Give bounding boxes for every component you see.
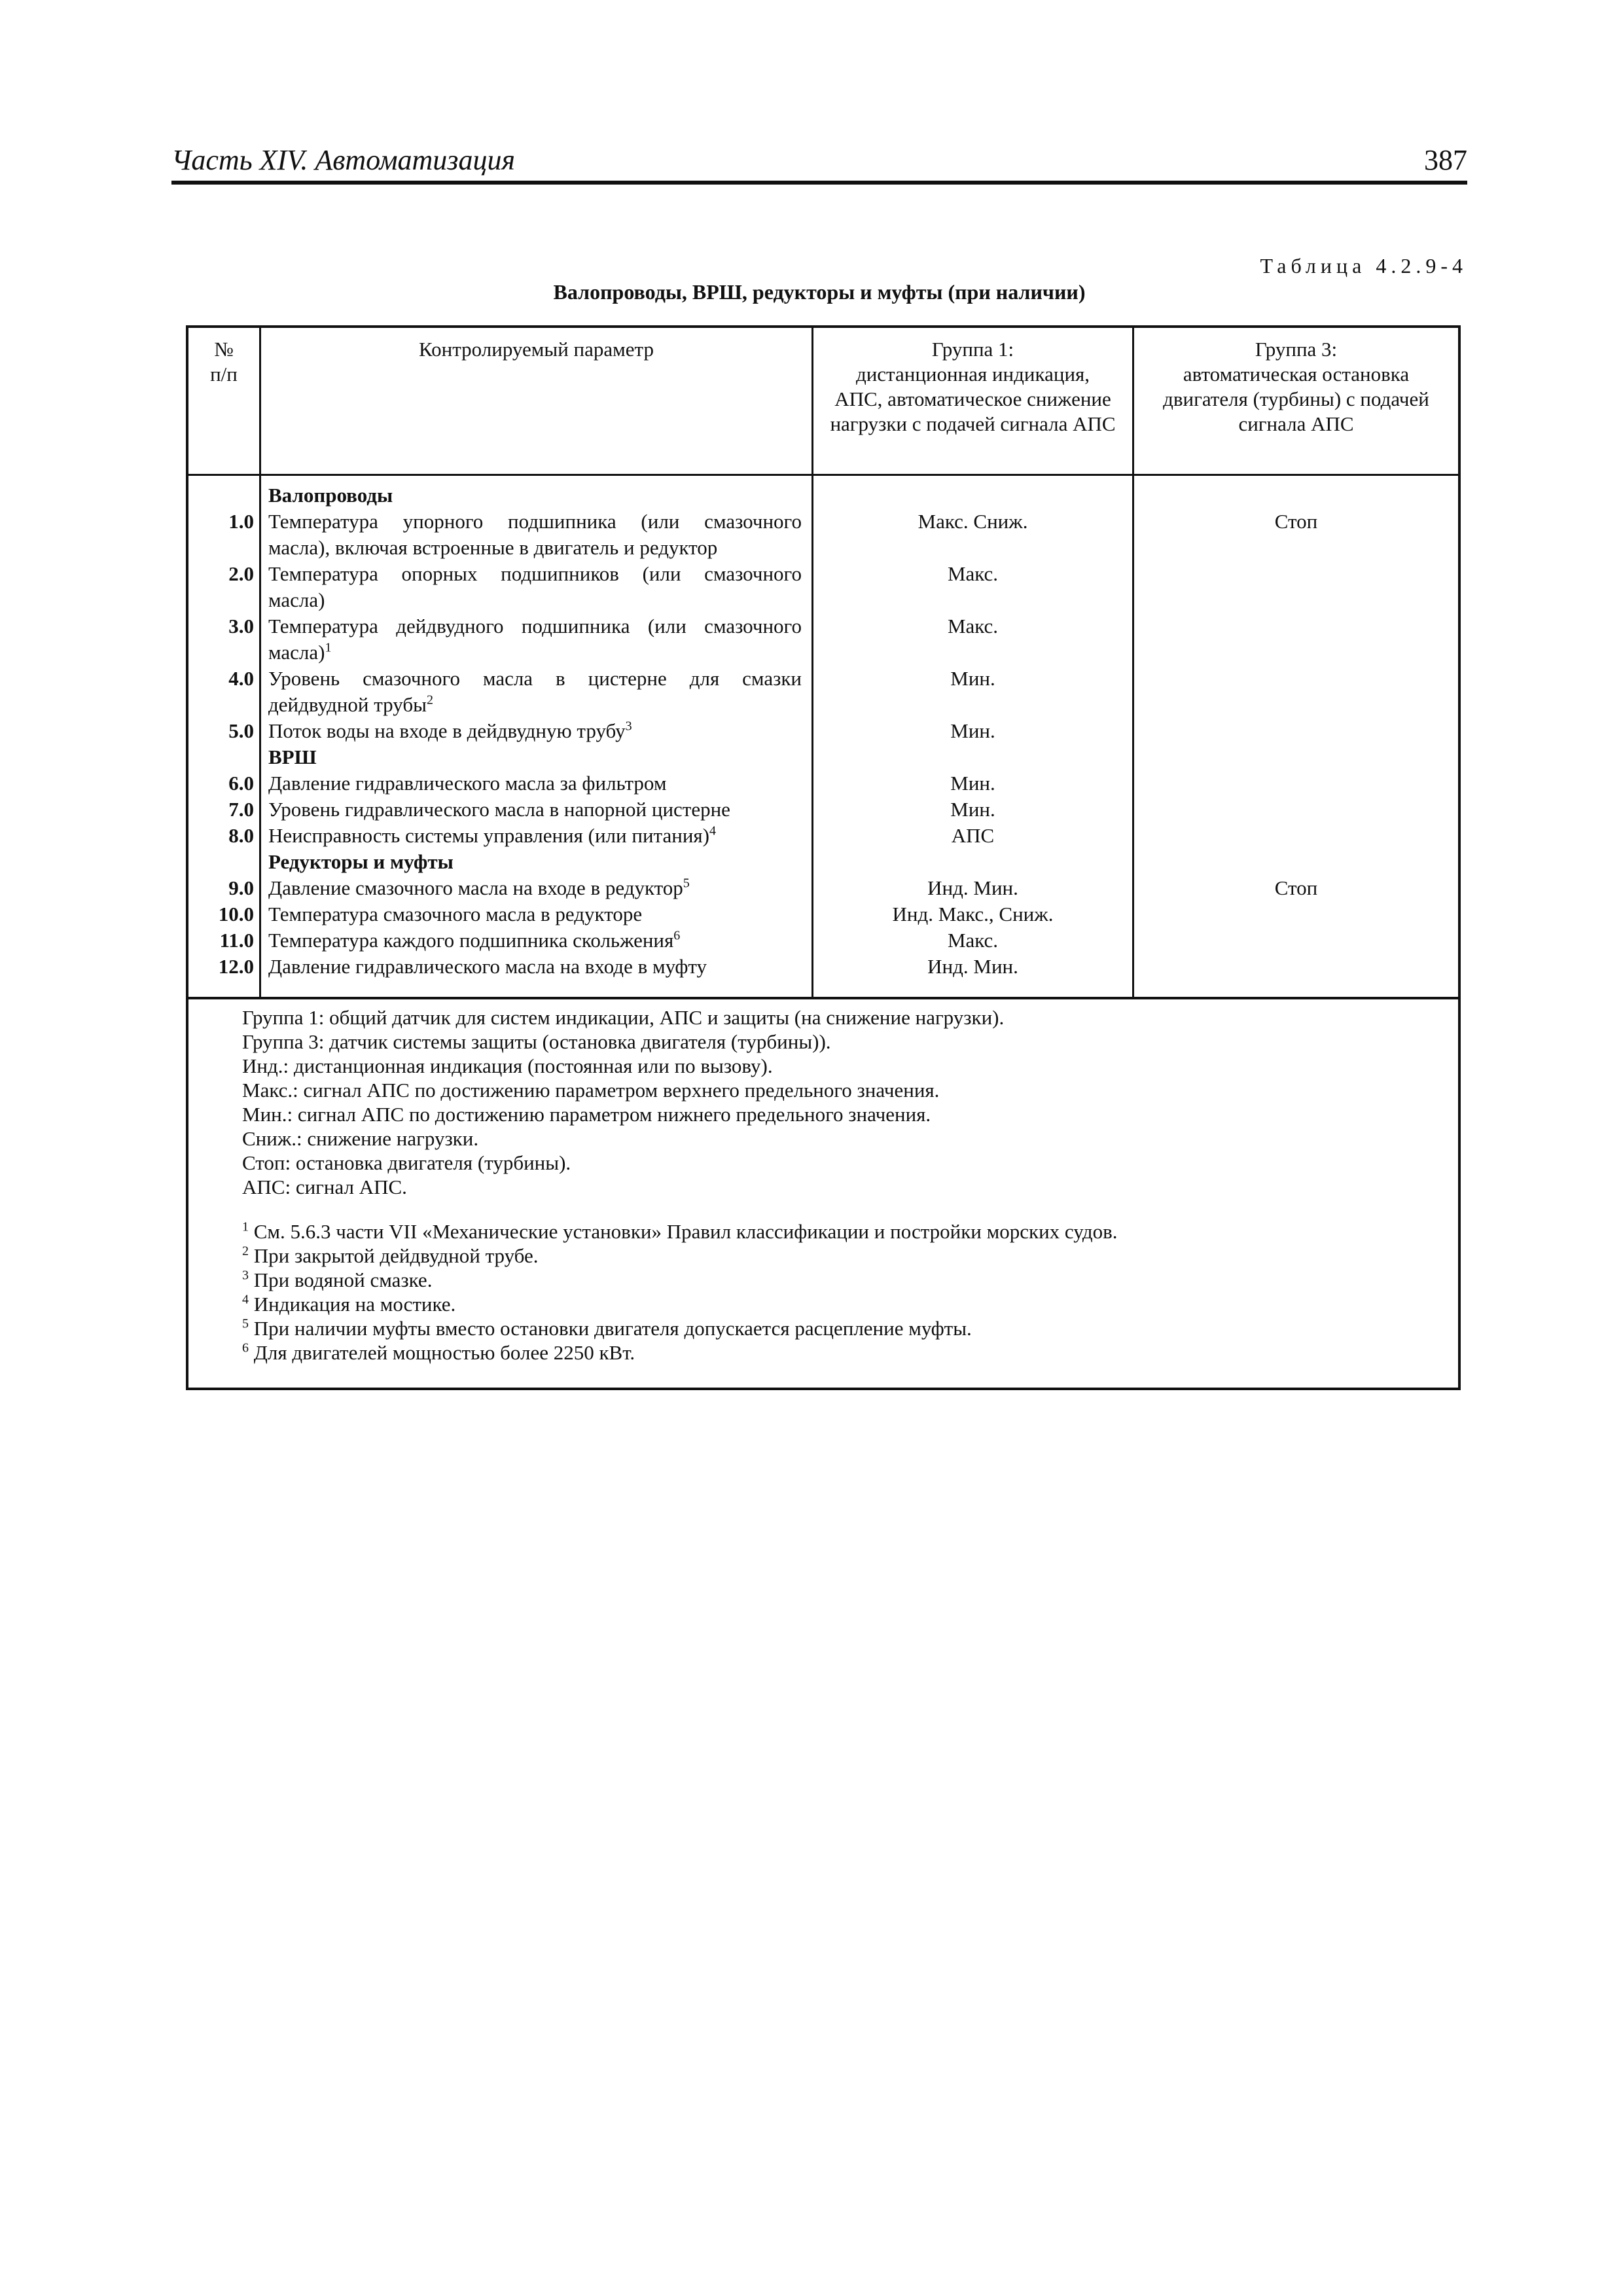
row-param: Давление смазочного масла на входе в редуктор$^5$ [268, 876, 690, 899]
row-group1: Мин. [950, 772, 995, 795]
row-param: Температура каждого подшипника скольжения$^6$ [268, 928, 681, 952]
running-header [171, 143, 1467, 185]
row-group3: Стоп [1274, 876, 1318, 899]
legend-item: АПС: сигнал АПС. [242, 1175, 407, 1198]
section-heading: Редукторы и муфты [268, 850, 454, 873]
footnote-ref: 2 [426, 692, 433, 708]
legend-item: Инд.: дистанционная индикация (постоянная или по вызову). [242, 1054, 773, 1077]
row-number: 8.0 [228, 824, 254, 847]
section-heading: ВРШ [268, 745, 317, 768]
table-legend [242, 1005, 1004, 1199]
row-param: Поток воды на входе в дейдвудную трубу$^3$ [268, 719, 632, 742]
row-param: Температура опорных подшипников (или смазочного масла) [268, 562, 802, 611]
footnote: $^6$ Для двигателей мощностью более 2250 кВт. [242, 1340, 635, 1364]
col-header-group1: Группа 1: дистанционная индикация, АПС, автоматическое снижение нагрузки с подачей сигнала АПС [830, 338, 1116, 435]
footnotes [242, 1219, 1117, 1365]
row-group1: Инд. Мин. [927, 955, 1018, 978]
header-divider [188, 474, 1458, 476]
legend-item: Сниж.: снижение нагрузки. [242, 1127, 479, 1150]
part-title: Часть XIV. Автоматизация [171, 144, 515, 176]
row-param: Уровень смазочного масла в цистерне для смазки дейдвудной трубы$^2$ [268, 667, 802, 716]
row-number: 3.0 [228, 615, 254, 637]
footnote: $^3$ При водяной смазке. [242, 1268, 433, 1291]
col-header-group3: Группа 3: автоматическая остановка двигателя (турбины) с подачей сигнала АПС [1163, 338, 1429, 435]
footnote-ref: 3 [625, 719, 632, 734]
footnote: $^1$ См. 5.6.3 части VII «Механические установки» Правил классификации и постройки морских судов. [242, 1219, 1118, 1243]
row-number: 7.0 [228, 798, 254, 821]
legend-item: Стоп: остановка двигателя (турбины). [242, 1151, 571, 1174]
row-number: 10.0 [218, 903, 254, 925]
row-number: 5.0 [228, 719, 254, 742]
table-title: Валопроводы, ВРШ, редукторы и муфты (при наличии) [553, 280, 1086, 304]
col-header-num: № п/п [210, 338, 238, 386]
legend-item: Мин.: сигнал АПС по достижению параметром нижнего предельного значения. [242, 1103, 931, 1126]
section-heading: Валопроводы [268, 484, 393, 507]
row-param: Температура упорного подшипника (или смазочного масла), включая встроенные в двигатель и редуктор [268, 510, 802, 559]
row-group1: Мин. [950, 719, 995, 742]
row-param: Давление гидравлического масла на входе в муфту [268, 955, 707, 978]
footnote-ref: 4 [709, 823, 716, 838]
row-group1: Инд. Макс., Сниж. [892, 903, 1054, 925]
row-group1: Макс. Сниж. [918, 510, 1028, 533]
row-number: 2.0 [228, 562, 254, 585]
row-number: 11.0 [219, 929, 254, 952]
legend-item: Группа 1: общий датчик для систем индикации, АПС и защиты (на снижение нагрузки). [242, 1006, 1005, 1029]
col-header-param: Контролируемый параметр [419, 338, 654, 361]
page-number: 387 [1424, 144, 1467, 176]
row-group1: Инд. Мин. [927, 876, 1018, 899]
row-param: Давление гидравлического масла за фильтром [268, 772, 667, 795]
row-group1: Макс. [947, 562, 999, 585]
row-param: Неисправность системы управления (или питания)$^4$ [268, 823, 716, 847]
footnote: $^4$ Индикация на мостике. [242, 1292, 456, 1316]
row-param: Температура дейдвудного подшипника (или смазочного масла)$^1$ [268, 615, 802, 664]
notes-divider [188, 997, 1458, 999]
row-param: Температура смазочного масла в редукторе [268, 903, 643, 925]
row-param: Уровень гидравлического масла в напорной цистерне [268, 798, 730, 821]
row-group3: Стоп [1274, 510, 1318, 533]
legend-item: Группа 3: датчик системы защиты (остановка двигателя (турбины)). [242, 1030, 831, 1053]
row-group1: АПС [951, 824, 995, 847]
row-group1: Мин. [950, 667, 995, 690]
row-group1: Макс. [947, 615, 999, 637]
row-number: 1.0 [228, 510, 254, 533]
row-number: 12.0 [218, 955, 254, 978]
row-group1: Макс. [947, 929, 999, 952]
footnote: $^5$ При наличии муфты вместо остановки двигателя допускается расцепление муфты. [242, 1316, 972, 1340]
row-number: 9.0 [228, 876, 254, 899]
row-number: 6.0 [228, 772, 254, 795]
row-number: 4.0 [228, 667, 254, 690]
footnote-ref: 5 [683, 876, 690, 891]
legend-item: Макс.: сигнал АПС по достижению параметром верхнего предельного значения. [242, 1079, 940, 1102]
footnote: $^2$ При закрытой дейдвудной трубе. [242, 1244, 539, 1267]
table-number: Таблица 4.2.9-4 [1260, 254, 1467, 278]
col-divider [259, 328, 261, 997]
footnote-ref: 1 [325, 640, 332, 655]
footnote-ref: 6 [673, 928, 681, 943]
row-group1: Мин. [950, 798, 995, 821]
